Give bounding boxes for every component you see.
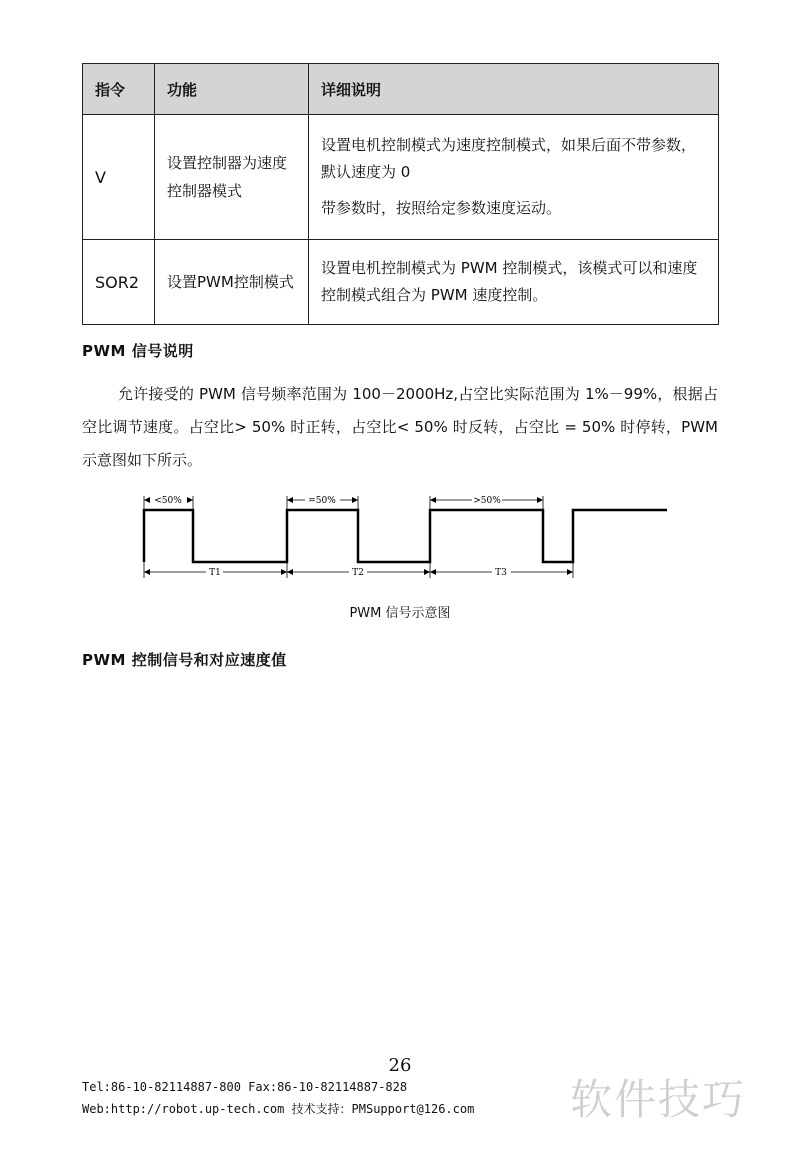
period-label-t1: T1	[209, 568, 221, 578]
pwm-waveform-diagram	[130, 488, 670, 588]
table-row	[83, 240, 719, 325]
duty-label-greater: >50%	[473, 496, 501, 506]
table-row	[83, 115, 719, 240]
section-heading-pwm-signal: PWM 信号说明	[82, 342, 194, 360]
function-cell: 设置PWM控制模式	[155, 240, 309, 325]
table-header-row	[83, 64, 719, 115]
command-table	[82, 63, 719, 325]
watermark-text: 软件技巧	[570, 1075, 747, 1124]
header-detail: 详细说明	[309, 64, 719, 115]
function-cell: 设置控制器为速度控制器模式	[155, 115, 309, 240]
header-command: 指令	[83, 64, 155, 115]
period-label-t3: T3	[495, 568, 507, 578]
footer-web: Web:http://robot.up-tech.com 技术支持：PMSupport@126.com	[82, 1102, 475, 1116]
duty-label-equal: =50%	[308, 496, 336, 506]
footer-contact: Tel:86-10-82114887-800 Fax:86-10-82114887-828	[82, 1080, 408, 1094]
period-label-t2: T2	[352, 568, 364, 578]
diagram-caption: PWM 信号示意图	[349, 606, 451, 621]
detail-text: 设置电机控制模式为速度控制模式，如果后面不带参数，默认速度为 0	[321, 136, 697, 181]
header-function: 功能	[155, 64, 309, 115]
section-heading-pwm-speed: PWM 控制信号和对应速度值	[82, 651, 287, 669]
pwm-description-paragraph: 允许接受的 PWM 信号频率范围为 100－2000Hz,占空比实际范围为 1%－99%，根据占空比调节速度。占空比> 50% 时正转，占空比< 50% 时反转，占空比 = 50% 时停转，PWM 示意图如下所示。	[82, 385, 718, 469]
page-number: 26	[388, 1055, 412, 1076]
detail-cell	[309, 115, 719, 240]
pwm-waveform	[144, 510, 667, 562]
detail-text: 设置电机控制模式为 PWM 控制模式，该模式可以和速度控制模式组合为 PWM 速度控制。	[321, 259, 698, 304]
duty-label-less: <50%	[154, 496, 182, 506]
detail-text: 带参数时，按照给定参数速度运动。	[321, 199, 562, 217]
command-cell: V	[83, 115, 155, 240]
command-cell: SOR2	[83, 240, 155, 325]
detail-cell	[309, 240, 719, 325]
